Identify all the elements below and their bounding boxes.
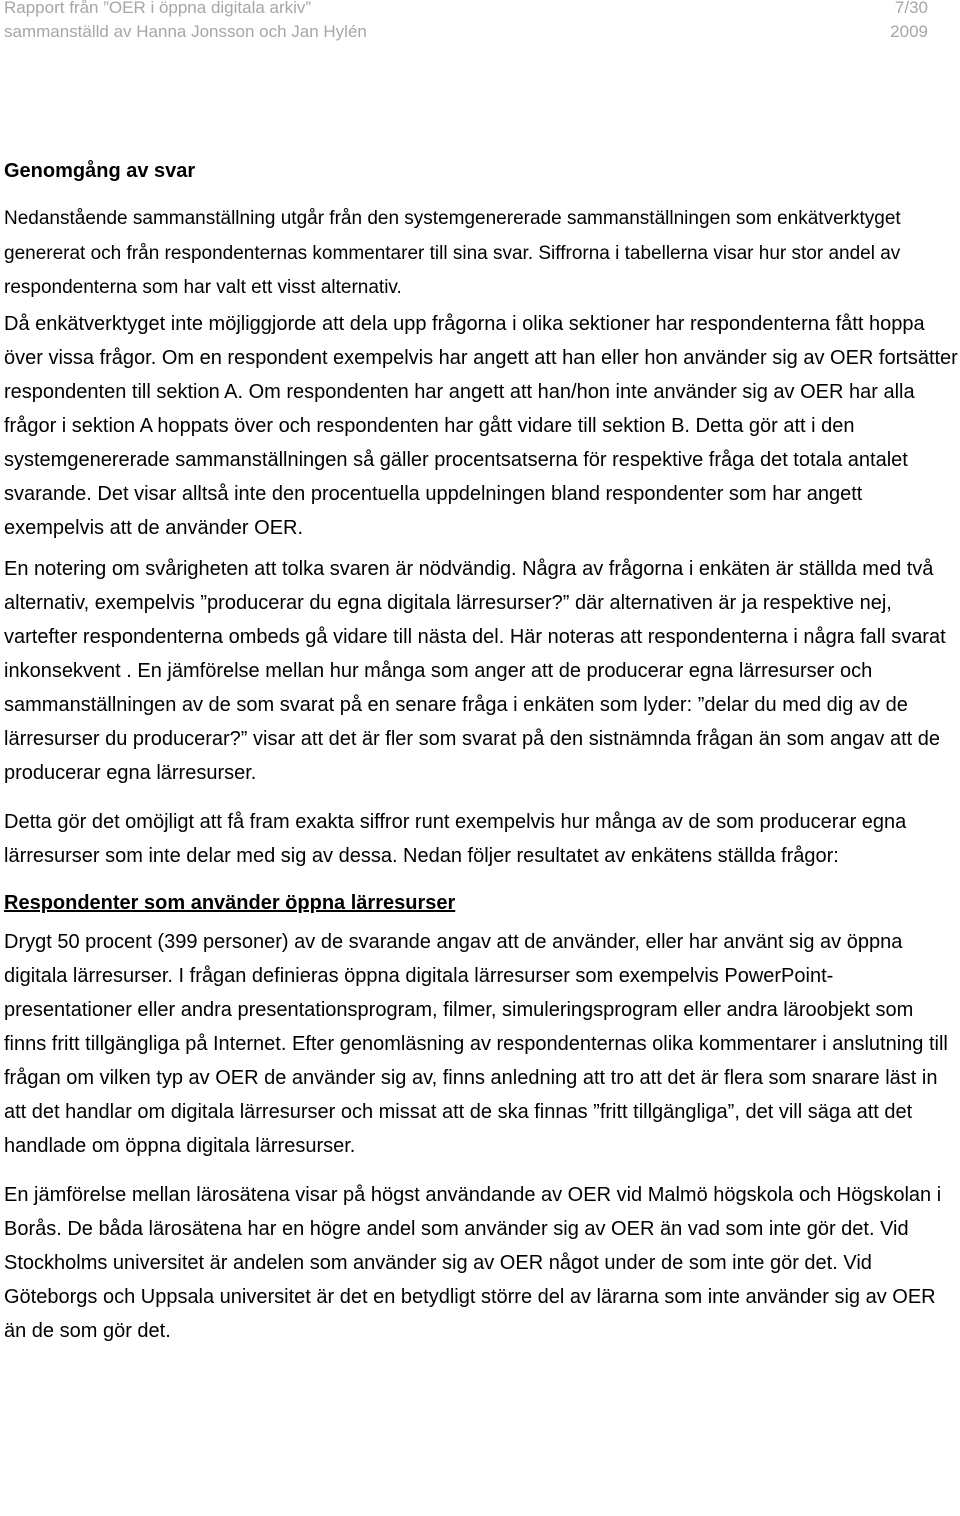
page-number: 7/30 <box>894 0 928 17</box>
paragraph-exact-figures: Detta gör det omöjligt att få fram exakta siffror runt exempelvis hur många av de som producerar egna lärresurser som inte delar med sig av dessa. Nedan följer resultatet av enkätens ställda frågor: <box>4 810 907 867</box>
report-title: Rapport från ”OER i öppna digitala arkiv” <box>4 0 312 17</box>
subsection-heading: Respondenter som använder öppna lärresurser <box>4 891 456 914</box>
document-body <box>4 156 958 1348</box>
paragraph-survey-tool: Då enkätverktyget inte möjliggjorde att dela upp frågorna i olika sektioner har respondenterna fått hoppa över vissa frågor. Om en respondent exempelvis har angett att han eller hon använder sig av OER fortsätter respondenten till sektion A. Om respondenten har angett att han/hon inte använder sig av OER har alla frågor i sektion A hoppats över och respondenten har gått vidare till sektion B. Detta gör att i den systemgenererade sammanställningen så gäller procentsatserna för respektive fråga det totala antalet svarande. Det visar alltså inte den procentuella uppdelningen bland respondenter som har angett exempelvis att de använder OER. <box>4 312 958 539</box>
paragraph-intro: Nedanstående sammanställning utgår från den systemgenererade sammanställningen som enkätverktyget genererat och från respondenternas kommentarer till sina svar. Siffrorna i tabellerna visar hur stor andel av respondenterna som har valt ett visst alternativ. <box>4 208 901 298</box>
paragraph-institution-comparison: En jämförelse mellan lärosätena visar på högst användande av OER vid Malmö högskola och Högskolan i Borås. De båda lärosätena har en högre andel som använder sig av OER än vad som inte gör det. Vid Stockholms universitet är andelen som använder sig av OER något under de som inte gör det. Vid Göteborgs och Uppsala universitet är det en betydligt större del av lärarna som inte använder sig av OER än de som gör det. <box>4 1183 942 1342</box>
report-authors: sammanställd av Hanna Jonsson och Jan Hylén <box>4 22 367 41</box>
page-header <box>4 0 928 50</box>
header-row-top <box>4 0 928 16</box>
report-year: 2009 <box>890 22 928 41</box>
header-row-bottom <box>4 24 928 40</box>
paragraph-interpretation: En notering om svårigheten att tolka svaren är nödvändig. Några av frågorna i enkäten är ställda med två alternativ, exempelvis ”producerar du egna digitala lärresurser?” där alternativen är ja respektive nej, vartefter respondenterna ombeds gå vidare till nästa del. Här noteras att respondenterna i några fall svarat inkonsekvent . En jämförelse mellan hur många som anger att de producerar egna lärresurser och sammanställningen av de som svarat på en senare fråga i enkäten som lyder: ”delar du med dig av de lärresurser du producerar?” visar att det är fler som svarat på den sistnämnda frågan än som angav att de producerar egna lärresurser. <box>4 557 946 784</box>
paragraph-oer-users: Drygt 50 procent (399 personer) av de svarande angav att de använder, eller har använt sig av öppna digitala lärresurser. I frågan definieras öppna digitala lärresurser som exempelvis PowerPoint-presentationer eller andra presentationsprogram, filmer, simuleringsprogram eller andra läroobjekt som finns fritt tillgängliga på Internet. Efter genomläsning av respondenternas olika kommentarer i anslutning till frågan om vilken typ av OER de använder sig av, finns anledning att tro att det är flera som snarare läst in att det handlar om digitala lärresurser och missat att de ska finnas ”fritt tillgängliga”, det vill säga att det handlade om öppna digitala lärresurser. <box>4 930 948 1157</box>
section-heading: Genomgång av svar <box>4 160 196 182</box>
